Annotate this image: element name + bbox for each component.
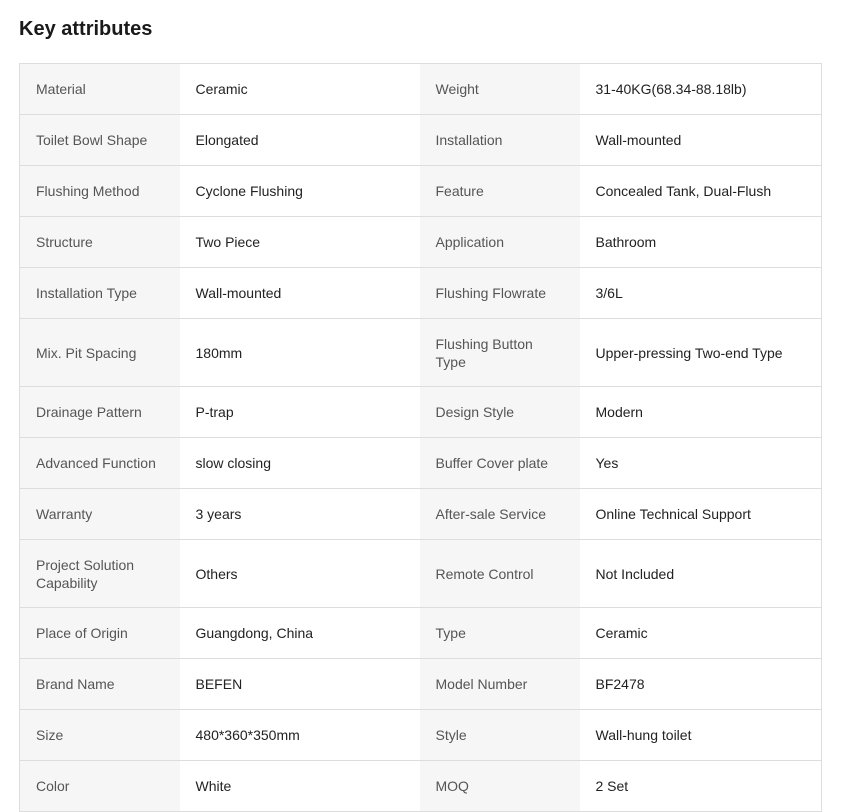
attribute-value: White [180,761,420,812]
attribute-label: After-sale Service [420,489,580,540]
attribute-label: Buffer Cover plate [420,438,580,489]
attribute-row-drainage-pattern [20,387,822,438]
attribute-label: Place of Origin [20,608,180,659]
attribute-label: Color [20,761,180,812]
attribute-label: Drainage Pattern [20,387,180,438]
attribute-value: Bathroom [580,217,822,268]
attribute-label: Remote Control [420,540,580,608]
attribute-row-material [20,64,822,115]
attribute-label: Size [20,710,180,761]
attribute-row-advanced-function [20,438,822,489]
attribute-row-color [20,761,822,812]
attribute-value: Guangdong, China [180,608,420,659]
attribute-label: Weight [420,64,580,115]
attribute-value: Upper-pressing Two-end Type [580,319,822,387]
attribute-value: Wall-mounted [580,115,822,166]
attribute-label: Mix. Pit Spacing [20,319,180,387]
attribute-label: Flushing Flowrate [420,268,580,319]
attribute-label: Advanced Function [20,438,180,489]
attribute-label: Installation Type [20,268,180,319]
attribute-value: Yes [580,438,822,489]
attribute-value: slow closing [180,438,420,489]
attribute-label: Flushing Button Type [420,319,580,387]
attribute-value: 2 Set [580,761,822,812]
attribute-value: Not Included [580,540,822,608]
attribute-label: Installation [420,115,580,166]
attribute-row-brand-name [20,659,822,710]
attribute-label: Structure [20,217,180,268]
attribute-value: P-trap [180,387,420,438]
attribute-row-installation-type [20,268,822,319]
attribute-value: Wall-mounted [180,268,420,319]
attribute-row-pit-spacing [20,319,822,387]
attribute-label: Style [420,710,580,761]
attribute-value: Ceramic [580,608,822,659]
attribute-label: Warranty [20,489,180,540]
attribute-value: Concealed Tank, Dual-Flush [580,166,822,217]
attribute-value: Wall-hung toilet [580,710,822,761]
attribute-value: 31-40KG(68.34-88.18lb) [580,64,822,115]
attribute-label: Design Style [420,387,580,438]
attribute-label: Brand Name [20,659,180,710]
attribute-value: 180mm [180,319,420,387]
attribute-value: Cyclone Flushing [180,166,420,217]
attribute-value: 3/6L [580,268,822,319]
attribute-value: Ceramic [180,64,420,115]
key-attributes-title: Key attributes [19,18,153,40]
attribute-row-structure [20,217,822,268]
attribute-value: BF2478 [580,659,822,710]
attribute-value: Two Piece [180,217,420,268]
attribute-value: Modern [580,387,822,438]
attribute-value: BEFEN [180,659,420,710]
attribute-row-flushing-method [20,166,822,217]
attribute-label: Flushing Method [20,166,180,217]
attribute-label: Model Number [420,659,580,710]
attribute-value: Others [180,540,420,608]
attribute-label: MOQ [420,761,580,812]
attribute-row-size [20,710,822,761]
attribute-row-project-solution [20,540,822,608]
attribute-label: Type [420,608,580,659]
attribute-label: Material [20,64,180,115]
attribute-label: Application [420,217,580,268]
attribute-value: Elongated [180,115,420,166]
key-attributes-table [19,63,822,812]
attribute-row-warranty [20,489,822,540]
attribute-label: Toilet Bowl Shape [20,115,180,166]
attribute-label: Feature [420,166,580,217]
attribute-value: 3 years [180,489,420,540]
attribute-value: 480*360*350mm [180,710,420,761]
attribute-label: Project Solution Capability [20,540,180,608]
attribute-value: Online Technical Support [580,489,822,540]
attribute-row-place-of-origin [20,608,822,659]
attribute-row-toilet-bowl-shape [20,115,822,166]
